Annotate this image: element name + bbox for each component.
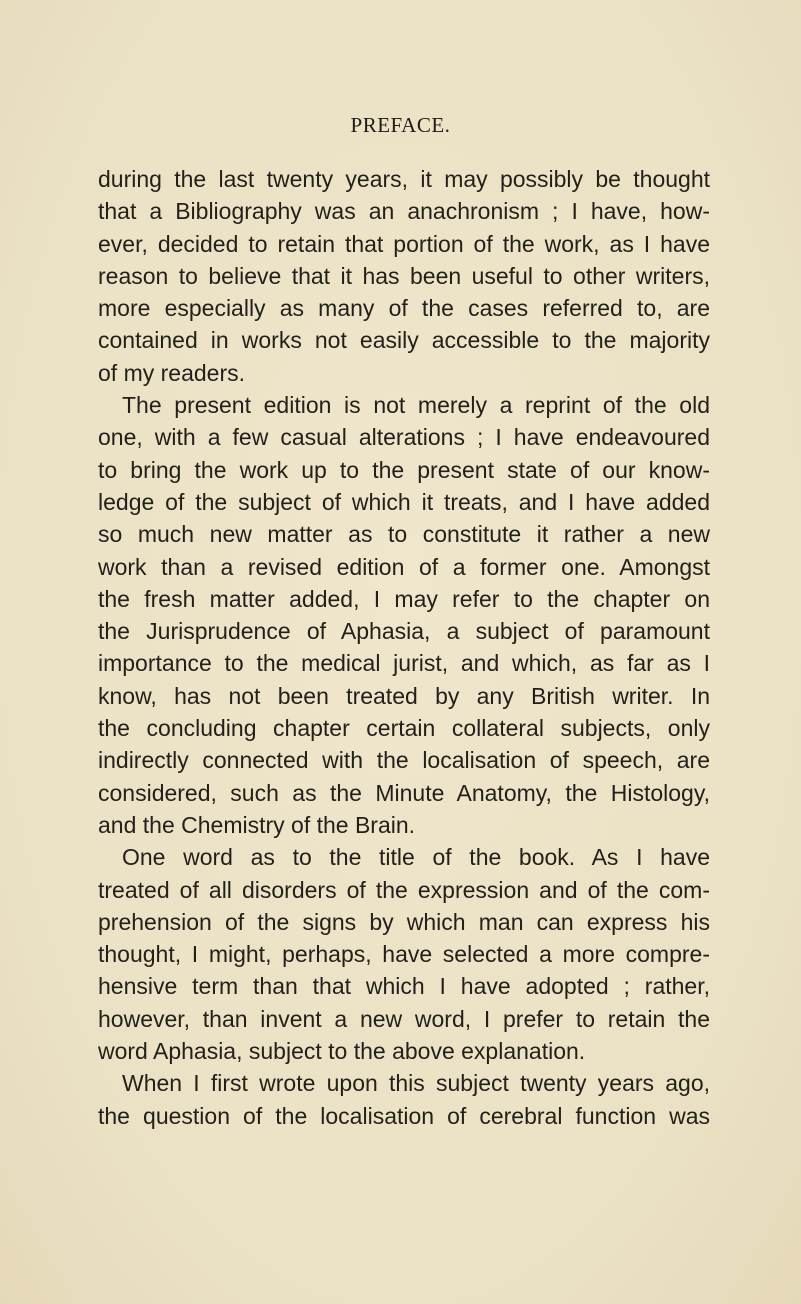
text-line: the Jurisprudence of Aphasia, a subject of paramount <box>98 618 710 645</box>
text-line: one, with a few casual alterations ; I have endeavoured <box>98 424 710 451</box>
text-line: word Aphasia, subject to the above explanation. <box>98 1038 586 1065</box>
text-line: The present edition is not merely a reprint of the old <box>122 392 710 419</box>
text-line: contained in works not easily accessible to the majority <box>98 327 710 354</box>
text-line: more especially as many of the cases referred to, are <box>98 295 710 322</box>
text-line: the question of the localisation of cerebral function was <box>98 1102 710 1129</box>
text-line: know, has not been treated by any British writer. In <box>98 682 710 709</box>
text-line: the concluding chapter certain collateral subjects, only <box>98 715 710 742</box>
body-text <box>98 163 710 1132</box>
text-line: however, than invent a new word, I prefer to retain the <box>98 1005 710 1032</box>
text-line: importance to the medical jurist, and which, as far as I <box>98 650 710 677</box>
text-line: indirectly connected with the localisation of speech, are <box>98 747 710 774</box>
text-line: so much new matter as to constitute it rather a new <box>98 521 710 548</box>
text-line: prehension of the signs by which man can express his <box>98 908 710 935</box>
text-line: ledge of the subject of which it treats, and I have added <box>98 488 710 515</box>
text-line: that a Bibliography was an anachronism ; I have, how- <box>98 198 710 225</box>
text-line: ever, decided to retain that portion of the work, as I have <box>98 230 710 257</box>
text-line: thought, I might, perhaps, have selected a more compre- <box>98 941 710 968</box>
text-line: hensive term than that which I have adopted ; rather, <box>98 973 710 1000</box>
text-line: considered, such as the Minute Anatomy, the Histology, <box>98 779 710 806</box>
text-line: the fresh matter added, I may refer to the chapter on <box>98 585 710 612</box>
text-line: One word as to the title of the book. As I have <box>122 844 710 871</box>
text-line: during the last twenty years, it may possibly be thought <box>98 166 710 192</box>
text-line: treated of all disorders of the expression and of the com- <box>98 876 710 903</box>
text-line: and the Chemistry of the Brain. <box>98 811 416 838</box>
running-head: PREFACE. <box>350 113 451 137</box>
text-line: reason to believe that it has been useful to other writers, <box>98 262 710 289</box>
text-line: of my readers. <box>98 359 245 386</box>
text-line: When I first wrote upon this subject twenty years ago, <box>122 1070 710 1097</box>
text-line: to bring the work up to the present state of our know- <box>98 456 710 483</box>
text-line: work than a revised edition of a former one. Amongst <box>98 553 710 580</box>
